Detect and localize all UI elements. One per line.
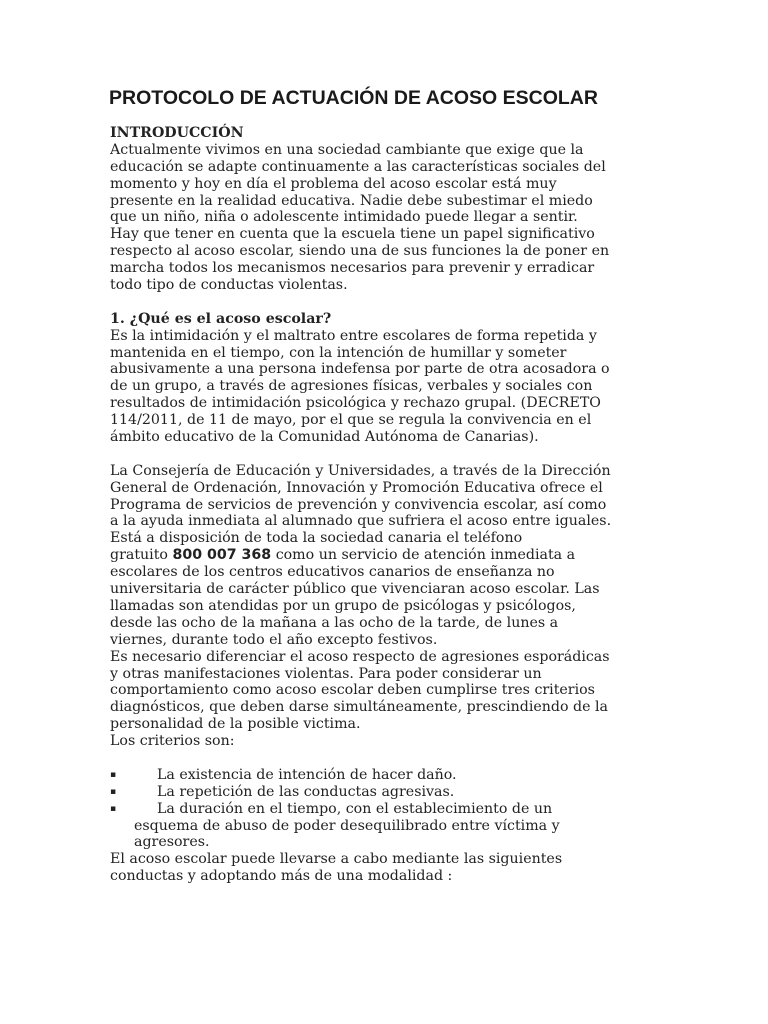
section1-line: mantenida en el tiempo, con la intención de humillar y someter (110, 344, 567, 361)
consejeria-line: a la ayuda inmediata al alumnado que sufriera el acoso entre iguales. (110, 513, 612, 530)
phone-prefix: gratuito (110, 547, 173, 564)
consejeria-line: universitaria de carácter público que vivenciaran acoso escolar. Las (110, 581, 600, 598)
intro-line: momento y hoy en día el problema del acoso escolar está muy (110, 175, 557, 192)
document-title: PROTOCOLO DE ACTUACIÓN DE ACOSO ESCOLAR (109, 87, 598, 109)
consejeria-line: escolares de los centros educativos canarios de enseñanza no (110, 564, 555, 581)
criteria-item-text: La repetición de las conductas agresivas. (157, 783, 455, 800)
intro-line: educación se adapte continuamente a las características sociales del (110, 158, 606, 175)
criteria-item-continuation: agresores. (134, 834, 210, 851)
criteria-item (110, 767, 670, 784)
criteria-list (110, 767, 670, 851)
section1-heading: 1. ¿Qué es el acoso escolar? (110, 310, 332, 327)
phone-suffix: como un servicio de atención inmediata a (271, 547, 576, 564)
intro-line: Hay que tener en cuenta que la escuela tiene un papel significativo (110, 226, 595, 243)
closing-line: El acoso escolar puede llevarse a cabo mediante las siguientes (110, 851, 563, 868)
criteria-item (110, 801, 670, 852)
intro-line: presente en la realidad educativa. Nadie debe subestimar el miedo (110, 192, 593, 209)
consejeria-line: comportamiento como acoso escolar deben cumplirse tres criterios (110, 682, 595, 699)
closing-line: conductas y adoptando más de una modalidad : (110, 868, 453, 885)
document-body (110, 125, 670, 885)
intro-line: que un niño, niña o adolescente intimidado puede llegar a sentir. (110, 209, 578, 226)
paragraph-spacer (110, 294, 670, 311)
section1-line: ámbito educativo de la Comunidad Autónoma de Canarias). (110, 429, 539, 446)
consejeria-line: Los criterios son: (110, 733, 235, 750)
square-bullet-icon: ▪ (110, 786, 117, 797)
consejeria-line: personalidad de la posible victima. (110, 716, 361, 733)
square-bullet-icon: ▪ (110, 769, 117, 780)
section1-line: 114/2011, de 11 de mayo, por el que se regula la convivencia en el (110, 412, 592, 429)
consejeria-line: desde las ocho de la mañana a las ocho de la tarde, de lunes a (110, 614, 559, 631)
consejeria-line: diagnósticos, que deben darse simultáneamente, prescindiendo de la (110, 699, 609, 716)
intro-line: Actualmente vivimos en una sociedad cambiante que exige que la (110, 141, 584, 158)
criteria-item (110, 784, 670, 801)
intro-heading: INTRODUCCIÓN (110, 125, 244, 141)
section1-line: Es la intimidación y el maltrato entre escolares de forma repetida y (110, 327, 597, 344)
consejeria-line: Está a disposición de toda la sociedad canaria el teléfono (110, 530, 523, 547)
phone-number: 800 007 368 (172, 547, 272, 564)
intro-line: todo tipo de conductas violentas. (110, 277, 348, 294)
consejeria-line: General de Ordenación, Innovación y Promoción Educativa ofrece el (110, 479, 603, 496)
paragraph-spacer (110, 750, 670, 767)
paragraph-spacer (110, 446, 670, 463)
criteria-item-text: La existencia de intención de hacer daño. (157, 766, 457, 783)
section1-line: de un grupo, a través de agresiones físicas, verbales y sociales con (110, 378, 593, 395)
consejeria-line: viernes, durante todo el año excepto festivos. (110, 631, 438, 648)
section1-line: abusivamente a una persona indefensa por parte de otra acosadora o (110, 361, 610, 378)
section1-line: resultados de intimidación psicológica y rechazo grupal. (DECRETO (110, 395, 601, 412)
consejeria-line: Programa de servicios de prevención y convivencia escolar, así como (110, 496, 607, 513)
intro-line: respecto al acoso escolar, siendo una de sus funciones la de poner en (110, 243, 610, 260)
criteria-item-continuation: esquema de abuso de poder desequilibrado entre víctima y (134, 817, 560, 834)
consejeria-line: y otras manifestaciones violentas. Para poder considerar un (110, 665, 542, 682)
consejeria-line: La Consejería de Educación y Universidades, a través de la Dirección (110, 462, 611, 479)
consejeria-line: llamadas son atendidas por un grupo de psicólogas y psicólogos, (110, 597, 576, 614)
phone-line (110, 547, 670, 564)
intro-line: marcha todos los mecanismos necesarios para prevenir y erradicar (110, 260, 595, 277)
consejeria-line: Es necesario diferenciar el acoso respecto de agresiones esporádicas (110, 648, 610, 665)
square-bullet-icon: ▪ (110, 803, 117, 814)
criteria-item-text: La duración en el tiempo, con el establecimiento de un (157, 800, 553, 817)
